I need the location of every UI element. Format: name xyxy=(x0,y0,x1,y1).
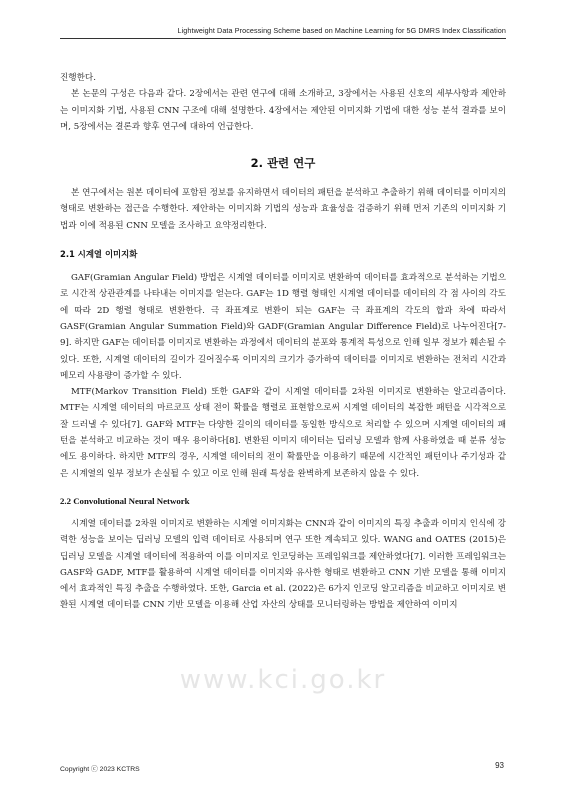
watermark: www.kci.go.kr xyxy=(179,665,387,695)
gaf-paragraph: GAF(Gramian Angular Field) 방법은 시계열 데이터를 이미지로 변환하여 데이터를 효과적으로 분석하는 기법으로 시간적 상관관계를 나타내는 이미지를 얻는다. GAF는 1D 행렬 형태인 시계열 데이터를 데이터의 각 점 사이의 각도에 따라 2D 행렬 형태로 변환한다. 극 좌표계로 변환이 되는 GAF는 극 좌표계의 각도의 합과 차에 따라서 GASF(Gramian Angular Summation Field)와 GADF(Gramian Angular Difference Field)로 나누어진다[7-9]. 하지만 GAF는 데이터를 이미지로 변환하는 과정에서 데이터의 분포와 통계적 특성으로 인해 일부 정보가 훼손될 수 있다. 또한, 시계열 데이터의 길이가 길어질수록 이미지의 크기가 증가하여 데이터를 이미지로 변환하는 전처리 시간과 메모리 사용량이 증가할 수 있다. xyxy=(60,273,506,381)
intro-paragraph-outline: 본 논문의 구성은 다음과 같다. 2장에서는 관련 연구에 대해 소개하고, 3장에서는 사용된 신호의 세부사항과 제안하는 이미지화 기법, 사용된 CNN 구조에 대해 설명한다. 4장에서는 제안된 이미지화 기법에 대한 성능 분석 결과를 보이며, 5장에서는 결론과 향후 연구에 대하여 언급한다. xyxy=(60,89,506,132)
footer-copyright: Copyright ⓒ 2023 KCTRS xyxy=(60,766,140,773)
mtf-paragraph: MTF(Markov Transition Field) 또한 GAF와 같이 시계열 데이터를 2차원 이미지로 변환하는 알고리즘이다. MTF는 시계열 데이터의 마르코프 상태 전이 확률을 행렬로 표현함으로써 시계열 데이터의 복잡한 패턴을 시각적으로 잘 드러낼 수 있다[7]. GAF와 MTF는 다양한 길이의 데이터를 동일한 방식으로 처리할 수 있으며 시계열 데이터의 패턴을 분석하고 비교하는 것이 매우 용이하다[8]. 변환된 이미지 데이터는 딥러닝 모델과 함께 사용하였을 때 분류 성능에도 용이하다. 하지만 MTF의 경우, 시계열 데이터의 전이 확률만을 이용하기 때문에 시간적인 패턴이나 주기성과 같은 시계열의 일부 정보가 손실될 수 있고 이로 인해 원래 특성을 완벽하게 보존하지 않을 수 있다. xyxy=(60,387,506,479)
header-rule xyxy=(60,38,506,39)
running-header: Lightweight Data Processing Scheme based on Machine Learning for 5G DMRS Index Classification xyxy=(177,26,506,35)
page-number: 93 xyxy=(495,761,504,770)
intro-paragraph-continuation: 진행한다. xyxy=(60,73,96,83)
section2-paragraph: 본 연구에서는 원본 데이터에 포함된 정보를 유지하면서 데이터의 패턴을 분석하고 추출하기 위해 데이터를 이미지의 형태로 변환하는 접근을 수행한다. 제안하는 이미지화 기법의 성능과 효율성을 검증하기 위해 먼저 기존의 이미지화 기법과 이에 적용된 CNN 모델을 조사하고 요약정리한다. xyxy=(60,188,506,231)
subsection-heading-cnn: 2.2 Convolutional Neural Network xyxy=(60,495,190,506)
article-body xyxy=(60,70,506,614)
cnn-paragraph: 시계열 데이터를 2차원 이미지로 변환하는 시계열 이미지화는 CNN과 같이 이미지의 특징 추출과 이미지 인식에 강력한 성능을 보이는 딥러닝 모델의 입력 데이터로 사용되며 연구 또한 계속되고 있다. WANG and OATES (2015)은 딥러닝 모델을 시계열 데이터에 적용하여 이를 이미지로 인코딩하는 프레임워크를 제안하였다[7]. 이러한 프레임워크는 GASF와 GADF, MTF를 활용하여 시계열 데이터를 이미지와 유사한 형태로 변환하고 CNN 기반 모델을 통해 이미지에서 효과적인 특징 추출을 수행하였다. 또한, Garcia et al. (2022)은 6가지 인코딩 알고리즘을 비교하고 이미지로 변환된 시계열 데이터를 CNN 기반 모델을 이용해 산업 자산의 상태를 모니터링하는 방법을 제안하여 이미지 xyxy=(60,518,506,611)
section-heading-related-work: 2. 관련 연구 xyxy=(250,156,316,171)
subsection-heading-time-series-imaging: 2.1 시계열 이미지화 xyxy=(60,249,138,260)
